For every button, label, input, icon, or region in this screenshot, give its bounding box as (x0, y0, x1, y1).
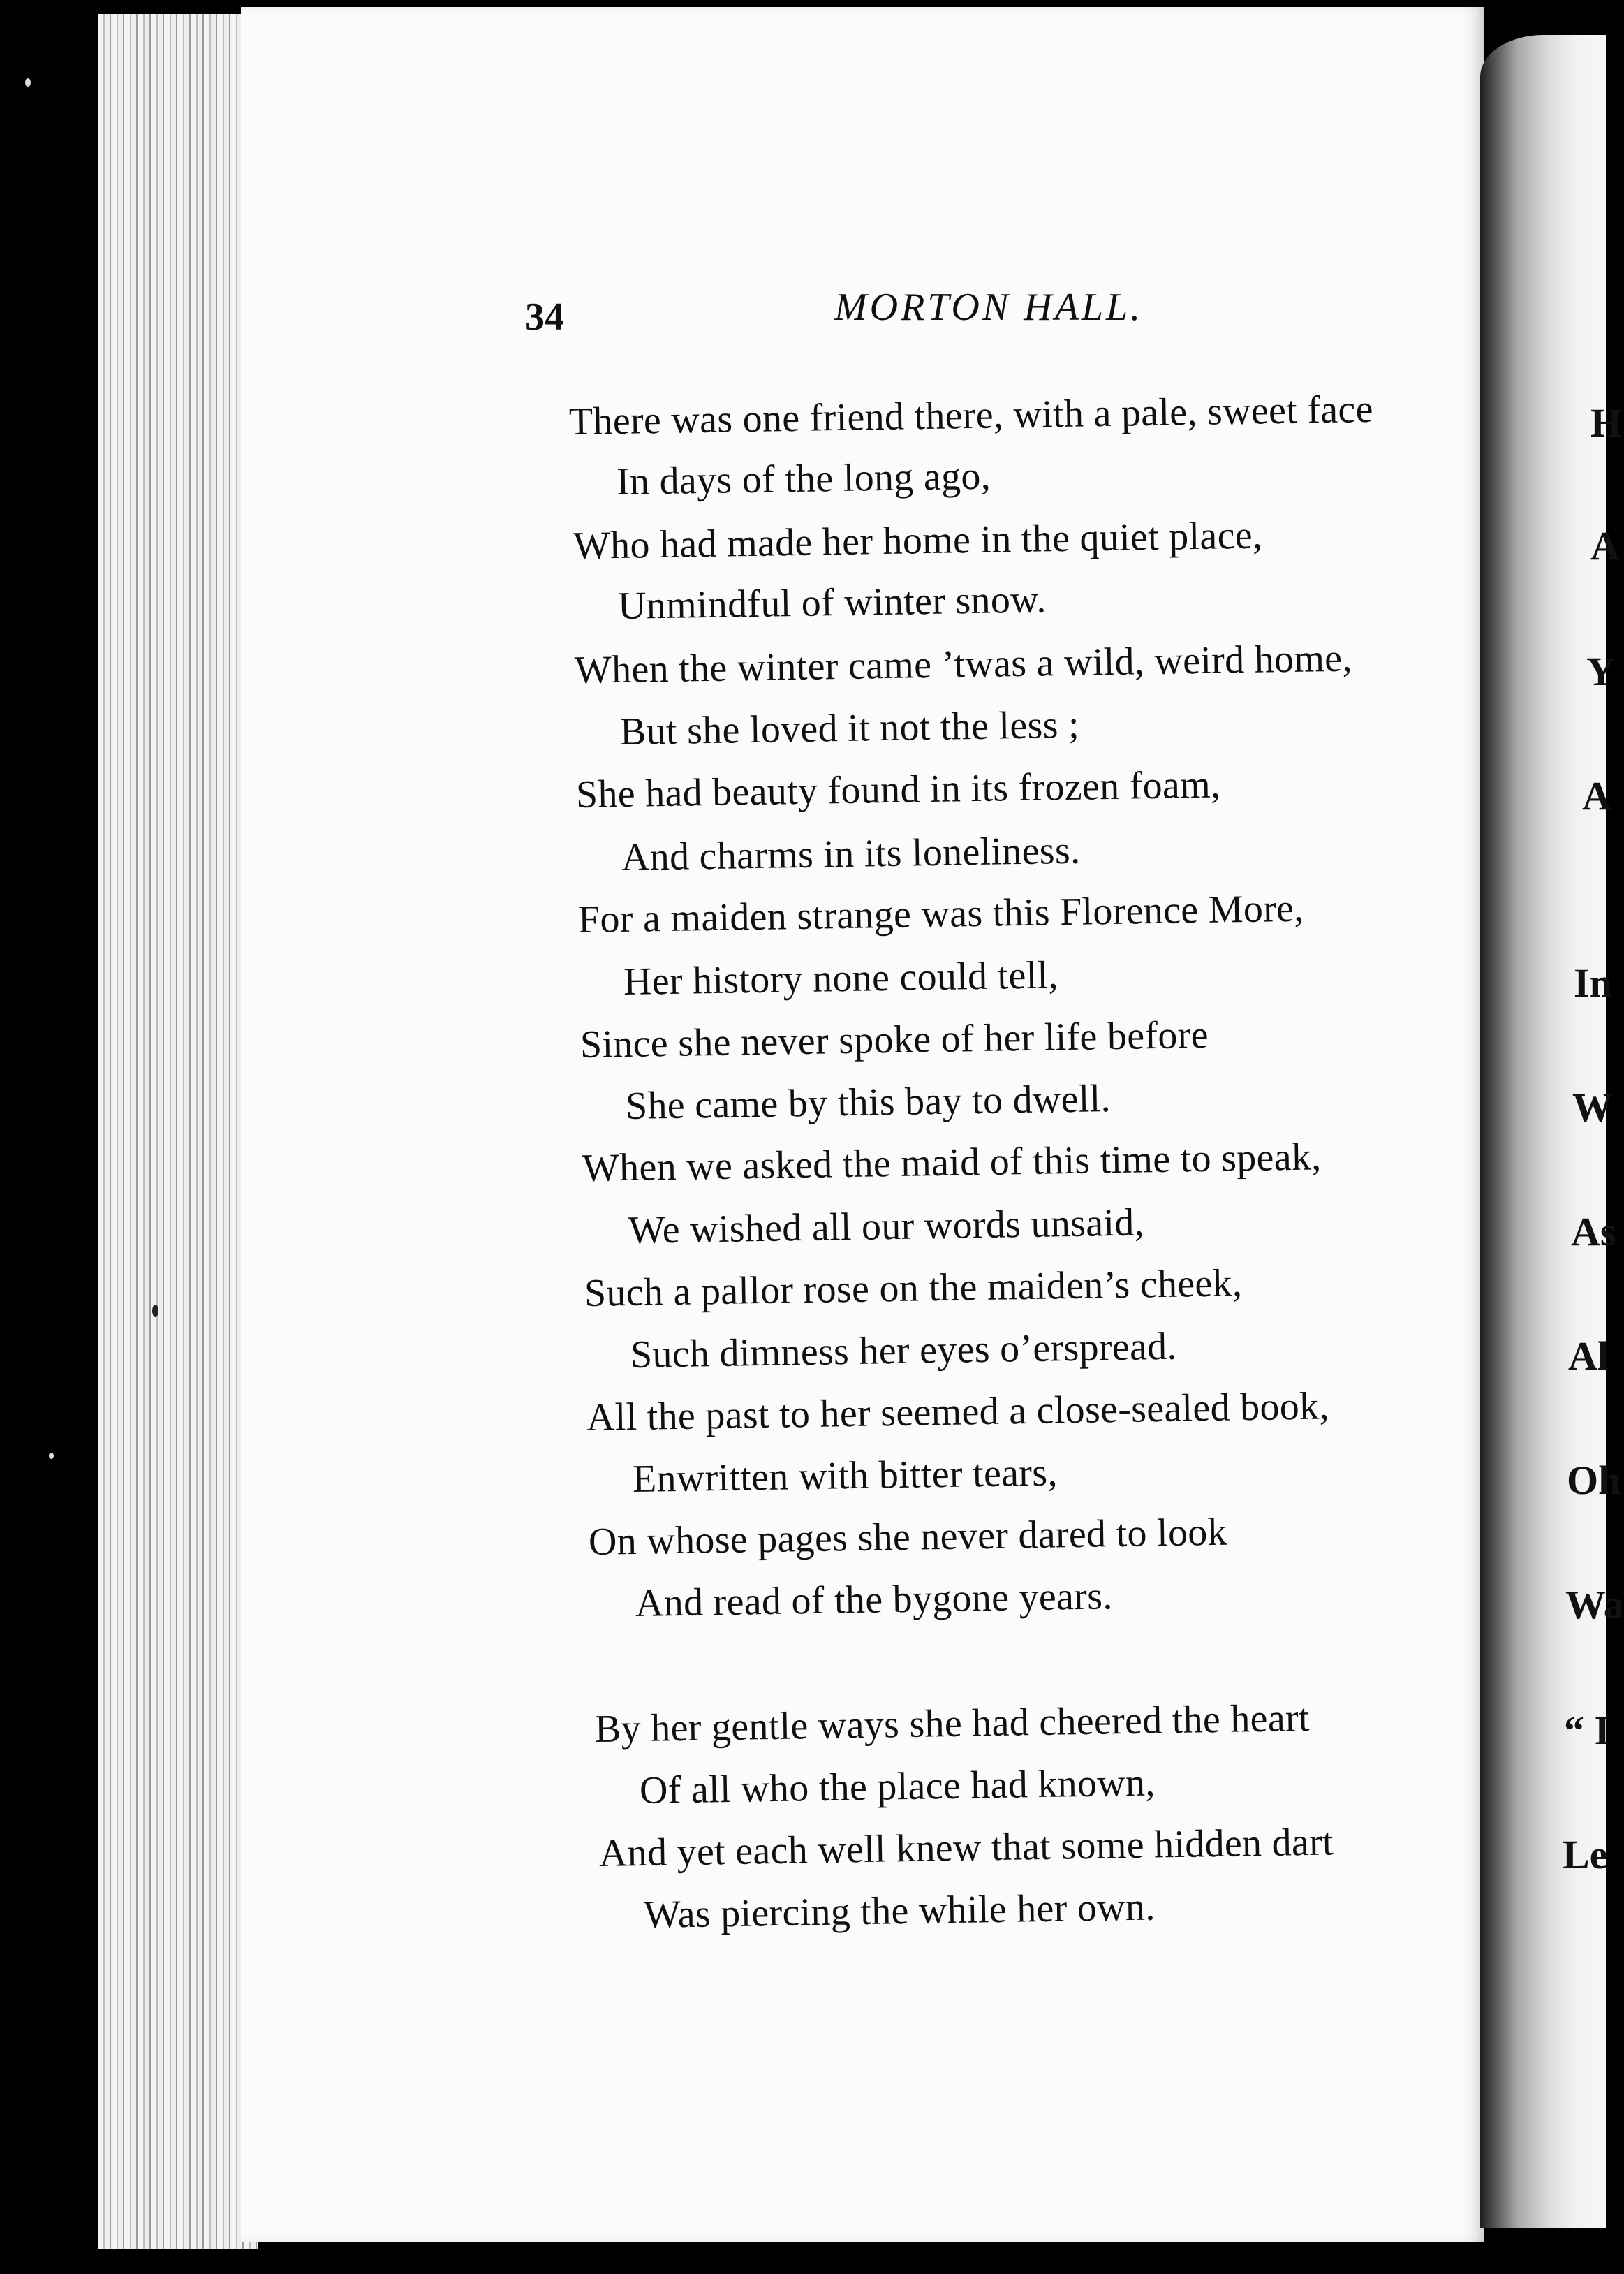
poem-line: Who had made her home in the quiet place, (573, 513, 1263, 568)
poem-line: We wished all our words unsaid, (628, 1201, 1145, 1252)
poem-line: Of all who the place had known, (639, 1761, 1156, 1812)
poem-line: Her history none could tell, (623, 953, 1059, 1004)
poem-line: Unmindful of winter snow. (617, 578, 1047, 628)
poem-line: Was piercing the while her own. (643, 1885, 1156, 1937)
facing-fragment: H (1590, 400, 1623, 446)
page-number: 34 (525, 295, 564, 339)
facing-fragment: “ I (1564, 1708, 1611, 1753)
dust-speck (49, 1453, 54, 1459)
poem-line: On whose pages she never dared to look (588, 1510, 1228, 1564)
poem-line: Since she never spoke of her life before (580, 1013, 1209, 1066)
facing-fragment: Le (1563, 1832, 1608, 1877)
poem-line: When the winter came ’twas a wild, weird home, (574, 636, 1353, 692)
running-title: MORTON HALL. (834, 286, 1144, 329)
poem-line: Such a pallor rose on the maiden’s cheek, (584, 1261, 1243, 1315)
facing-fragment: In (1574, 960, 1612, 1006)
poem-line: In days of the long ago, (616, 454, 991, 504)
poem-line: For a maiden strange was this Florence More, (577, 886, 1304, 941)
poem-line: She had beauty found in its frozen foam, (575, 763, 1221, 816)
poem-line: Such dimness her eyes o’erspread. (630, 1324, 1178, 1377)
facing-fragment: A (1582, 773, 1611, 819)
poem-line: She came by this bay to dwell. (625, 1077, 1112, 1128)
facing-fragment: As (1571, 1209, 1616, 1254)
facing-fragment: A (1590, 523, 1620, 568)
dust-speck (25, 78, 31, 87)
facing-fragment: Al (1568, 1333, 1609, 1379)
facing-fragment: W (1572, 1085, 1613, 1130)
facing-fragment: Oh (1567, 1458, 1621, 1503)
facing-fragment: Wa (1565, 1582, 1624, 1627)
poem-line: There was one friend there, with a pale, sweet face (568, 387, 1374, 443)
poem-line: And read of the bygone years. (635, 1574, 1113, 1625)
poem-line: Enwritten with bitter tears, (632, 1451, 1058, 1501)
poem-line: And charms in its loneliness. (621, 828, 1081, 879)
facing-fragment: Y (1586, 649, 1616, 694)
poem-line: All the past to her seemed a close-sealed book, (586, 1384, 1330, 1439)
poem-line: And yet each well knew that some hidden dart (598, 1820, 1334, 1875)
poem-line: But she loved it not the less ; (619, 703, 1080, 754)
poem-line: By her gentle ways she had cheered the heart (594, 1696, 1311, 1751)
poem-line: When we asked the maid of this time to speak, (582, 1135, 1322, 1190)
dust-speck (152, 1305, 158, 1317)
